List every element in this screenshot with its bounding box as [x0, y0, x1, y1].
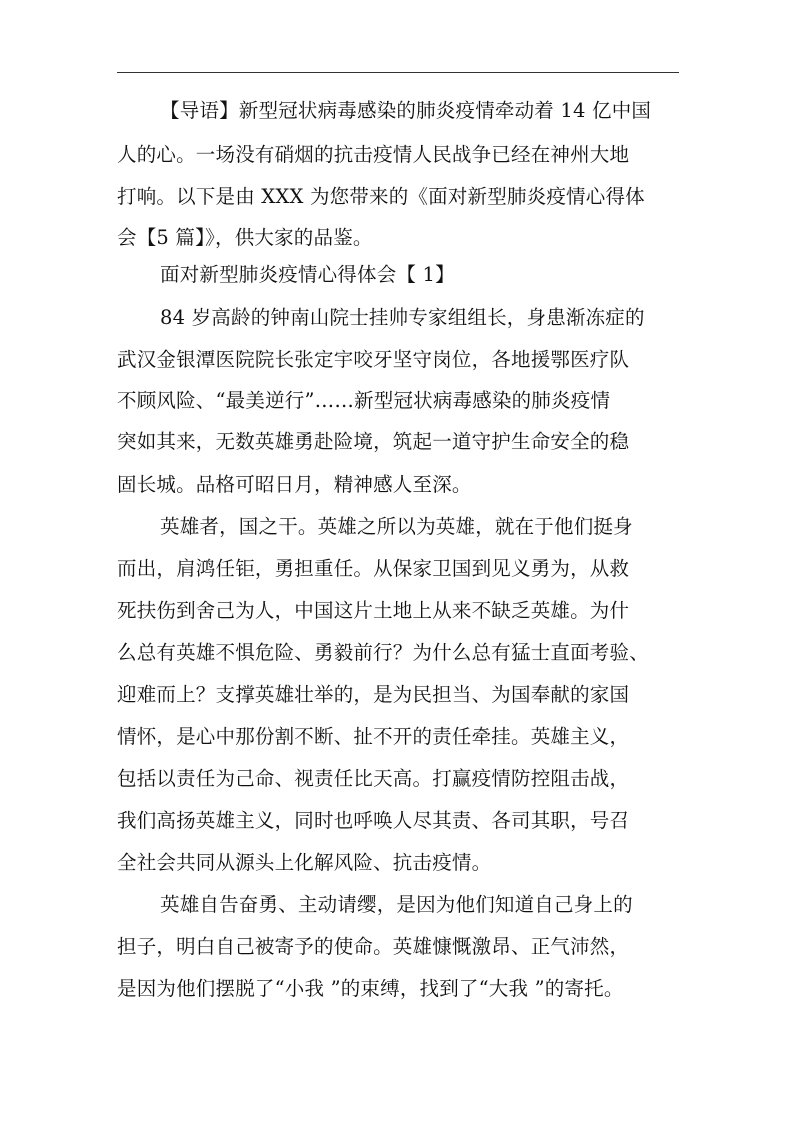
intro-line-4: 会【5 篇】》，供大家的品鉴。	[117, 226, 373, 249]
paragraph-3-line-2: 担子，明白自己被寄予的使命。英雄慷慨激昂、正气沛然，	[117, 935, 630, 958]
paragraph-2-line-2: 而出，肩鸿任钜，勇担重任。从保家卫国到见义勇为，从救	[117, 557, 630, 580]
paragraph-2-line-9: 全社会共同从源头上化解风险、抗击疫情。	[117, 851, 492, 874]
paragraph-2-line-1: 英雄者，国之干。英雄之所以为英雄，就在于他们挺身	[160, 515, 633, 538]
paragraph-1-line-2: 武汉金银潭医院院长张定宇咬牙坚守岗位，各地援鄂医疗队	[117, 348, 630, 371]
intro-line-1: 【导语】新型冠状病毒感染的肺炎疫情牵动着 14 亿中国	[160, 99, 652, 122]
paragraph-1-line-3: 不顾风险、“最美逆行”……新型冠状病毒感染的肺炎疫情	[117, 389, 611, 412]
paragraph-1-line-4: 突如其来，无数英雄勇赴险境，筑起一道守护生命安全的稳	[117, 430, 630, 453]
intro-line-3: 打响。以下是由 XXX 为您带来的《面对新型肺炎疫情心得体	[117, 185, 645, 208]
paragraph-1-line-5: 固长城。品格可昭日月，精神感人至深。	[117, 473, 472, 496]
paragraph-2-line-8: 我们高扬英雄主义，同时也呼唤人尽其责、各司其职，号召	[117, 809, 630, 832]
paragraph-2-line-7: 包括以责任为己命、视责任比天高。打赢疫情防控阻击战，	[117, 767, 630, 790]
paragraph-3-line-3: 是因为他们摆脱了“小我 ”的束缚，找到了“大我 ”的寄托。	[117, 977, 624, 1000]
paragraph-2-line-5: 迎难而上？支撑英雄壮举的，是为民担当、为国奉献的家国	[117, 683, 630, 706]
header-rule	[117, 72, 679, 73]
paragraph-2-line-3: 死扶伤到舍己为人，中国这片土地上从来不缺乏英雄。为什	[117, 599, 630, 622]
paragraph-2-line-6: 情怀，是心中那份割不断、扯不开的责任牵挂。英雄主义，	[117, 725, 630, 748]
intro-line-2: 人的心。一场没有硝烟的抗击疫情人民战争已经在神州大地	[117, 143, 630, 166]
section-heading: 面对新型肺炎疫情心得体会【 1】	[160, 263, 455, 286]
paragraph-3-line-1: 英雄自告奋勇、主动请缨，是因为他们知道自己身上的	[160, 893, 633, 916]
paragraph-2-line-4: 么总有英雄不惧危险、勇毅前行？为什么总有猛士直面考验、	[117, 641, 649, 664]
paragraph-1-line-1: 84 岁高龄的钟南山院士挂帅专家组组长，身患渐冻症的	[160, 306, 645, 329]
